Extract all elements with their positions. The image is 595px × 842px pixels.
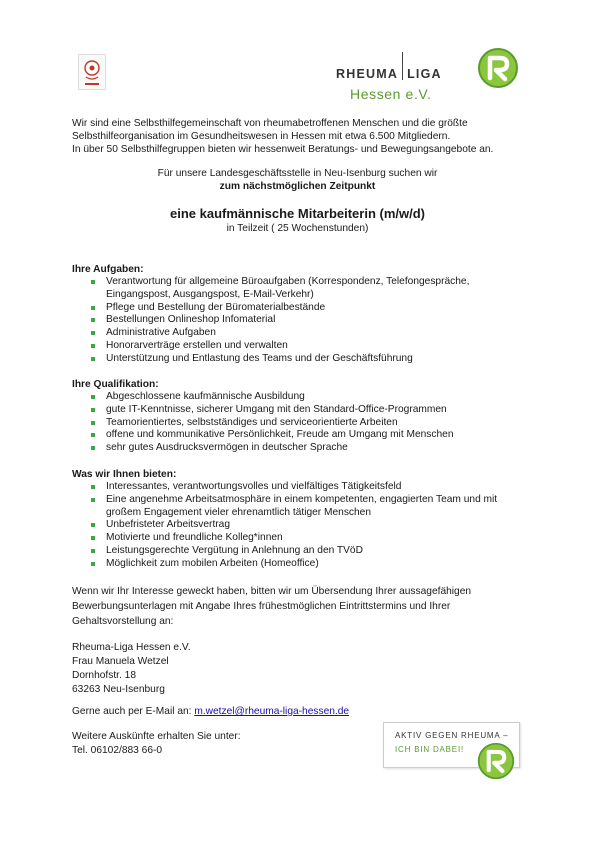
address-street: Dornhofstr. 18 — [72, 670, 136, 681]
list-item-text: offene und kommunikative Persönlichkeit, Freude am Umgang mit Menschen — [106, 429, 454, 441]
offer-heading: Was wir Ihnen bieten: — [72, 469, 177, 480]
list-item-text: Möglichkeit zum mobilen Arbeiten (Homeoffice) — [106, 557, 319, 569]
list-item — [91, 417, 531, 430]
list-item-text: Verantwortung für allgemeine Büroaufgaben (Korrespondenz, Telefongespräche, — [106, 276, 470, 287]
list-item-continuation — [91, 289, 531, 302]
rheuma-liga-r-logo-icon — [476, 741, 516, 786]
selbsthilfe-logo-icon — [78, 54, 106, 90]
badge-line1: AKTIV GEGEN RHEUMA – — [395, 731, 509, 740]
list-item — [91, 545, 531, 558]
list-item — [91, 404, 531, 417]
bullet-icon — [91, 331, 95, 335]
email-prefix: Gerne auch per E-Mail an: — [72, 706, 192, 717]
bullet-icon — [91, 562, 95, 566]
list-item-text: Motivierte und freundliche Kolleg*innen — [106, 532, 283, 544]
list-item-text: Teamorientiertes, selbstständiges und serviceorientierte Arbeiten — [106, 416, 398, 428]
bullet-icon — [91, 536, 95, 540]
list-item-text: großem Engagement vieler ehrenamtlich tätiger Menschen — [106, 506, 372, 518]
list-item — [91, 340, 531, 353]
list-item — [91, 494, 531, 507]
bullet-icon — [91, 421, 95, 425]
search-timing: zum nächstmöglichen Zeitpunkt — [219, 181, 376, 192]
list-item — [91, 353, 531, 366]
address-city: 63263 Neu-Isenburg — [72, 684, 165, 695]
intro-line: Wir sind eine Selbsthilfegemeinschaft von rheumabetroffenen Menschen und die größte — [72, 118, 468, 129]
list-item-text: Interessantes, verantwortungsvolles und vielfältiges Tätigkeitsfeld — [106, 481, 402, 492]
address-org: Rheuma-Liga Hessen e.V. — [72, 642, 191, 653]
list-item-text: Bestellungen Onlineshop Infomaterial — [106, 314, 276, 326]
list-item-text: Administrative Aufgaben — [106, 327, 216, 339]
bullet-icon — [91, 523, 95, 527]
bullet-icon — [91, 408, 95, 412]
badge-line2: ICH BIN DABEI! — [395, 745, 464, 754]
intro-line: In über 50 Selbsthilfegruppen bieten wir hessenweit Beratungs- und Bewegungsangebote an. — [72, 144, 494, 155]
list-item-text: Abgeschlossene kaufmännische Ausbildung — [106, 391, 305, 402]
info-phone: Tel. 06102/883 66-0 — [72, 745, 163, 756]
bullet-icon — [91, 344, 95, 348]
bullet-icon — [91, 433, 95, 437]
position-subtitle: in Teilzeit ( 25 Wochenstunden) — [226, 223, 369, 234]
list-item — [91, 276, 531, 289]
list-item-text: Leistungsgerechte Vergütung in Anlehnung an den TVöD — [106, 544, 363, 556]
list-item — [91, 327, 531, 340]
email-line — [72, 705, 349, 718]
brand-name-liga: LIGA — [407, 67, 442, 81]
list-item-text: Pflege und Bestellung der Büromaterialbestände — [106, 301, 326, 313]
intro-paragraph — [72, 117, 532, 156]
bullet-icon — [91, 318, 95, 322]
list-item — [91, 532, 531, 545]
list-item-text: gute IT-Kenntnisse, sicherer Umgang mit den Standard-Office-Programmen — [106, 403, 447, 415]
brand-region: Hessen e.V. — [350, 86, 432, 102]
position-title: eine kaufmännische Mitarbeiterin (m/w/d) — [170, 206, 425, 221]
offer-list — [91, 481, 531, 571]
list-item — [91, 519, 531, 532]
qualification-list — [91, 391, 531, 455]
bullet-icon — [91, 549, 95, 553]
list-item-text: Eine angenehme Arbeitsatmosphäre in einem kompetenten, engagierten Team und mit — [106, 493, 498, 505]
application-paragraph — [72, 584, 532, 629]
list-item-text: Honorarverträge erstellen und verwalten — [106, 339, 288, 351]
bullet-icon — [91, 280, 95, 284]
bullet-icon — [91, 357, 95, 361]
intro-line: Selbsthilfeorganisation im Gesundheitswesen in Hessen mit etwa 6.500 Mitgliedern. — [72, 131, 451, 142]
search-intro — [60, 167, 535, 193]
application-line: Bewerbungsunterlagen mit Angabe Ihres frühestmöglichen Eintrittstermins und Ihrer — [72, 601, 451, 612]
list-item — [91, 442, 531, 455]
bullet-icon — [91, 485, 95, 489]
list-item-text: sehr gutes Ausdrucksvermögen in deutscher Sprache — [106, 442, 348, 454]
application-line: Wenn wir Ihr Interesse geweckt haben, bitten wir um Übersendung Ihrer aussagefähigen — [72, 586, 472, 597]
address-contact: Frau Manuela Wetzel — [72, 656, 169, 667]
info-block — [72, 730, 241, 758]
list-item-text: Unbefristeter Arbeitsvertrag — [106, 519, 231, 531]
tasks-list — [91, 276, 531, 366]
search-line: Für unsere Landesgeschäftsstelle in Neu-Isenburg suchen wir — [157, 168, 438, 179]
list-item-text: Unterstützung und Entlastung des Teams und der Geschäftsführung — [106, 352, 413, 364]
list-item-continuation — [91, 507, 531, 520]
list-item — [91, 429, 531, 442]
brand-divider — [402, 52, 403, 80]
list-item-text: Eingangspost, Ausgangspost, E-Mail-Verkehr) — [106, 288, 314, 300]
info-line: Weitere Auskünfte erhalten Sie unter: — [72, 731, 241, 742]
list-item — [91, 481, 531, 494]
rheuma-liga-r-logo-icon — [476, 46, 520, 95]
bullet-icon — [91, 395, 95, 399]
tasks-heading: Ihre Aufgaben: — [72, 264, 144, 275]
address-block — [72, 641, 191, 697]
bullet-icon — [91, 498, 95, 502]
list-item — [91, 302, 531, 315]
brand-name-rheuma: RHEUMA — [336, 67, 399, 81]
list-item — [91, 558, 531, 571]
brand-wordmark — [336, 52, 442, 102]
qualification-heading: Ihre Qualifikation: — [72, 379, 159, 390]
list-item — [91, 314, 531, 327]
bullet-icon — [91, 446, 95, 450]
position-block — [60, 206, 535, 235]
email-link[interactable]: m.wetzel@rheuma-liga-hessen.de — [194, 706, 350, 717]
bullet-icon — [91, 306, 95, 310]
application-line: Gehaltsvorstellung an: — [72, 616, 174, 627]
list-item — [91, 391, 531, 404]
